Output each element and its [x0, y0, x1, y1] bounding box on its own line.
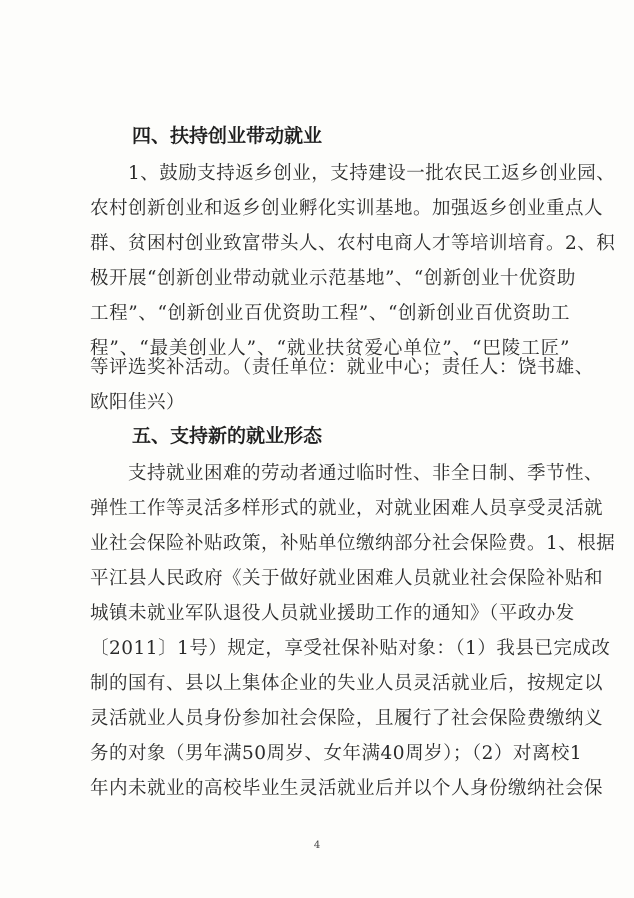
- section-4-line: 欧阳佳兴）: [90, 392, 186, 413]
- page-number: 4: [313, 840, 321, 851]
- section-5-heading: 五、支持新的就业形态: [132, 425, 323, 447]
- section-4-line: 农村创新创业和返乡创业孵化实训基地。加强返乡创业重点人: [90, 198, 604, 219]
- section-4-line: 程”、“最美创业人”、“就业扶贫爱心单位”、“巴陵工匠”: [90, 338, 570, 359]
- section-5-line: 弹性工作等灵活多样形式的就业，对就业困难人员享受灵活就: [90, 498, 604, 519]
- section-4-line: 1、鼓励支持返乡创业，支持建设一批农民工返乡创业园、: [128, 163, 616, 184]
- section-4-heading: 四、扶持创业带动就业: [132, 125, 323, 147]
- section-5-line: 支持就业困难的劳动者通过临时性、非全日制、季节性、: [128, 463, 604, 484]
- section-4-line: 等评选奖补活动。（责任单位：就业中心；责任人：饶书雄、: [90, 357, 594, 378]
- section-5-line: 平江县人民政府《关于做好就业困难人员就业社会保险补贴和: [90, 568, 604, 589]
- section-5-line: 务的对象（男年满50周岁、女年满40周岁）；（2）对离校1: [90, 743, 583, 764]
- section-5-line: 业社会保险补贴政策，补贴单位缴纳部分社会保险费。1、根据: [90, 533, 616, 554]
- section-5-line: 城镇未就业军队退役人员就业援助工作的通知》（平政办发: [90, 603, 575, 624]
- section-4-line: 群、贫困村创业致富带头人、农村电商人才等培训培育。2、积: [90, 233, 616, 254]
- section-4-line: 极开展“创新创业带动就业示范基地”、“创新创业十优资助: [90, 268, 576, 289]
- section-5-line: 制的国有、县以上集体企业的失业人员灵活就业后，按规定以: [90, 673, 604, 694]
- section-5-line: 〔2011〕1号）规定，享受社保补贴对象：（1）我县已完成改: [90, 638, 611, 659]
- section-5-line: 年内未就业的高校毕业生灵活就业后并以个人身份缴纳社会保: [90, 778, 604, 799]
- section-4-line: 工程”、“创新创业百优资助工程”、“创新创业百优资助工: [90, 303, 570, 324]
- section-5-line: 灵活就业人员身份参加社会保险，且履行了社会保险费缴纳义: [90, 708, 604, 729]
